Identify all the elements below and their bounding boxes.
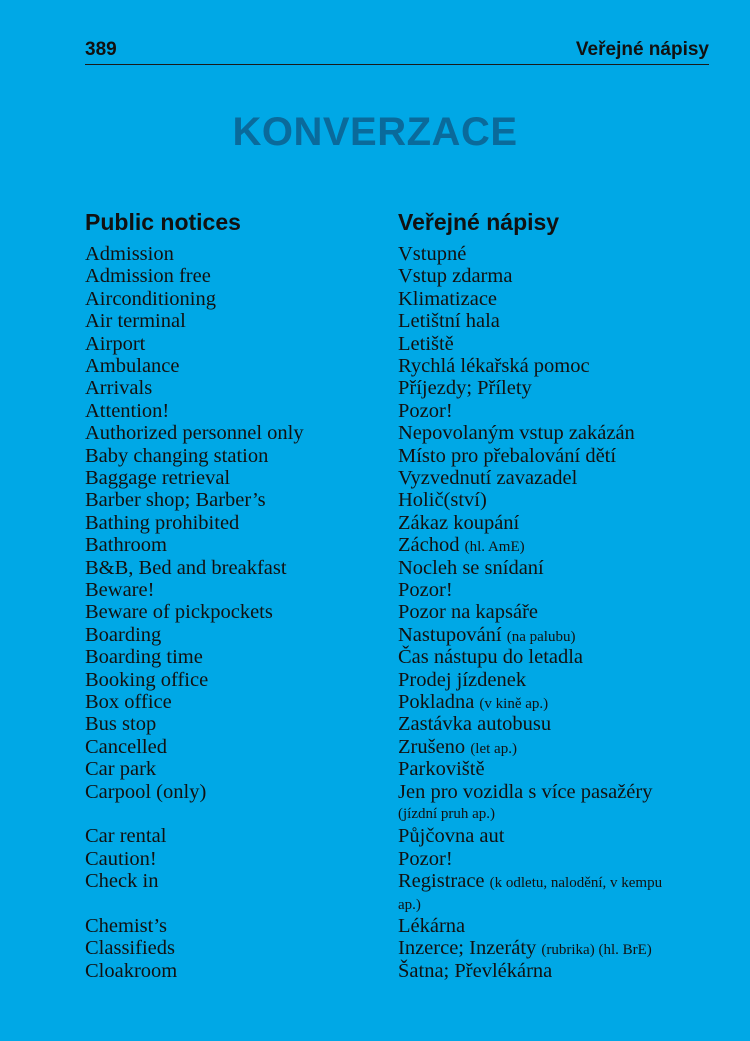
entry-czech (398, 960, 552, 982)
entry-czech-text: Pozor! (398, 847, 453, 870)
entry-english (85, 512, 239, 534)
entry-czech (398, 489, 487, 511)
entry-czech-text: Šatna; Převlékárna (398, 959, 553, 982)
entry-english (85, 333, 145, 355)
entry-czech (398, 870, 662, 916)
entry-czech-text: Parkoviště (398, 758, 485, 781)
entry-english-text: Baggage retrieval (85, 467, 231, 489)
entry-czech (398, 624, 575, 648)
entry-english-text: Airconditioning (85, 287, 216, 310)
entry-english (85, 601, 273, 623)
entry-english-text: Bathroom (85, 534, 167, 557)
entry-english (85, 377, 152, 399)
entry-english-text: Chemist’s (85, 915, 168, 937)
entry-czech-text: Nepovolaným vstup zakázán (398, 422, 635, 445)
entry-english (85, 445, 268, 467)
entry-czech-text: Pokladna (398, 691, 475, 713)
entry-czech (398, 333, 454, 355)
entry-czech-note: (v kině ap.) (479, 696, 549, 712)
entry-czech (398, 377, 532, 399)
entry-czech-text: Místo pro přebalování dětí (398, 444, 617, 467)
entry-czech (398, 646, 583, 668)
entry-czech (398, 848, 453, 870)
running-header (85, 36, 709, 65)
entry-czech-text: Vstup zdarma (398, 265, 513, 288)
entry-english-text: Beware of pickpockets (85, 601, 273, 624)
entry-czech-note: (na palubu) (506, 628, 576, 645)
entry-english-text: Admission free (85, 265, 211, 288)
entry-czech-text: Letiště (398, 332, 454, 355)
entry-english-text: Classifieds (85, 937, 175, 960)
entry-czech (398, 512, 519, 534)
entry-czech (398, 601, 538, 623)
entry-czech-text: Zastávka autobusu (398, 713, 552, 736)
entry-czech-note: (hl. AmE) (464, 539, 525, 556)
czech-column-heading: Veřejné nápisy (398, 209, 560, 235)
page-number: 389 (85, 39, 117, 60)
entry-czech-text: Zrušeno (398, 735, 466, 758)
entry-czech-text: Registrace (398, 870, 485, 893)
entry-czech-text: Čas nástupu do letadla (398, 646, 584, 669)
entry-english-text: B&B, Bed and breakfast (85, 556, 287, 579)
entry-english (85, 489, 266, 511)
entry-english (85, 915, 167, 937)
entry-english-text: Boarding (85, 623, 162, 646)
entry-english-text: Baby changing station (85, 444, 269, 467)
section-title: KONVERZACE (232, 110, 518, 154)
entry-czech-note-continued: (jízdní pruh ap.) (398, 805, 496, 822)
entry-czech-text: Nastupování (398, 623, 502, 646)
entry-czech (398, 758, 485, 780)
entry-czech-text: Pozor! (398, 579, 453, 601)
entry-english (85, 758, 156, 780)
entry-english-text: Box office (85, 691, 172, 713)
entry-english (85, 781, 206, 803)
entry-english (85, 691, 172, 713)
entry-english (85, 355, 180, 377)
entry-czech-note: (k odletu, nalodění, v kempu (489, 875, 663, 892)
entry-english (85, 310, 186, 332)
entry-czech (398, 265, 512, 287)
entry-english-text: Air terminal (85, 310, 186, 333)
entry-english-text: Beware! (85, 579, 155, 601)
entry-english-text: Boarding time (85, 646, 203, 669)
entry-czech-text: Pozor! (398, 399, 453, 422)
entry-czech-text: Vyzvednutí zavazadel (398, 467, 578, 489)
entry-czech-text: Nocleh se snídaní (398, 556, 544, 579)
entry-czech-text: Pozor na kapsáře (398, 601, 539, 624)
entry-english (85, 713, 156, 735)
entry-english-text: Caution! (85, 847, 157, 870)
entry-czech (398, 243, 466, 265)
entry-czech (398, 579, 453, 601)
entry-czech (398, 937, 652, 961)
entry-czech (398, 422, 635, 444)
entry-english-text: Barber shop; Barber’s (85, 489, 266, 512)
entry-czech-text: Půjčovna aut (398, 825, 505, 848)
entry-english (85, 870, 158, 892)
entry-english (85, 534, 167, 556)
entry-czech (398, 288, 497, 310)
entry-english (85, 825, 166, 847)
entry-english-text: Authorized personnel only (85, 422, 304, 445)
entry-czech (398, 557, 544, 579)
entry-czech-text: Záchod (398, 534, 460, 557)
entry-czech (398, 310, 500, 332)
entry-czech-text: Holič(ství) (398, 489, 487, 512)
entry-english-text: Booking office (85, 668, 209, 691)
entry-english-text: Check in (85, 870, 159, 893)
entry-english (85, 265, 211, 287)
english-column (85, 208, 385, 982)
entry-english (85, 288, 216, 310)
entry-czech-note-continued: ap.) (398, 897, 421, 914)
entry-english (85, 848, 157, 870)
entry-english-text: Admission (85, 243, 174, 265)
entry-english (85, 669, 208, 691)
entry-english-text: Cancelled (85, 735, 167, 758)
entry-czech (398, 915, 465, 937)
czech-column (398, 208, 728, 982)
entry-english-text: Cloakroom (85, 959, 178, 982)
entry-english-text: Airport (85, 332, 146, 355)
entry-czech-note: (let ap.) (470, 740, 517, 757)
entry-czech-text: Vstupné (398, 243, 467, 265)
entry-english (85, 937, 175, 959)
entry-english-text: Car park (85, 758, 157, 781)
entry-english-text: Carpool (only) (85, 780, 207, 803)
entry-czech-text: Klimatizace (398, 287, 498, 310)
running-header-title: Veřejné nápisy (575, 39, 709, 60)
entry-czech (398, 467, 577, 489)
entry-english-text: Arrivals (85, 377, 153, 400)
entry-czech (398, 736, 517, 760)
entry-english (85, 624, 161, 646)
entry-czech-text: Rychlá lékařská pomoc (398, 355, 590, 377)
entry-czech-text: Inzerce; Inzeráty (398, 937, 537, 960)
entry-english-text: Bus stop (85, 713, 157, 736)
entry-english (85, 400, 169, 422)
entry-czech (398, 669, 526, 691)
entry-english-text: Ambulance (85, 355, 180, 377)
entry-english (85, 579, 154, 601)
entry-english-text: Attention! (85, 399, 170, 422)
entry-english (85, 467, 230, 489)
entry-czech (398, 781, 652, 825)
entry-czech (398, 713, 551, 735)
entry-czech (398, 400, 453, 422)
entry-english (85, 736, 167, 758)
entry-english (85, 557, 287, 579)
entry-czech-text: Jen pro vozidla s více pasažéry (398, 780, 653, 803)
entry-czech-text: Prodej jízdenek (398, 668, 527, 691)
entry-english (85, 422, 304, 444)
entry-czech-note: (rubrika) (hl. BrE) (541, 942, 652, 959)
entry-czech (398, 445, 616, 467)
entry-czech-text: Lékárna (398, 915, 466, 937)
entry-english-text: Car rental (85, 825, 167, 848)
entry-english-text: Bathing prohibited (85, 511, 240, 534)
entry-english (85, 960, 177, 982)
entry-czech (398, 534, 525, 558)
entry-czech (398, 355, 590, 377)
entry-czech (398, 825, 504, 847)
english-column-heading: Public notices (85, 209, 241, 235)
entry-english (85, 243, 174, 265)
entry-czech-text: Letištní hala (398, 310, 500, 333)
entry-czech-text: Příjezdy; Přílety (398, 377, 532, 400)
entry-czech-text: Zákaz koupání (398, 511, 520, 534)
entry-czech (398, 691, 548, 715)
entry-english (85, 646, 203, 668)
